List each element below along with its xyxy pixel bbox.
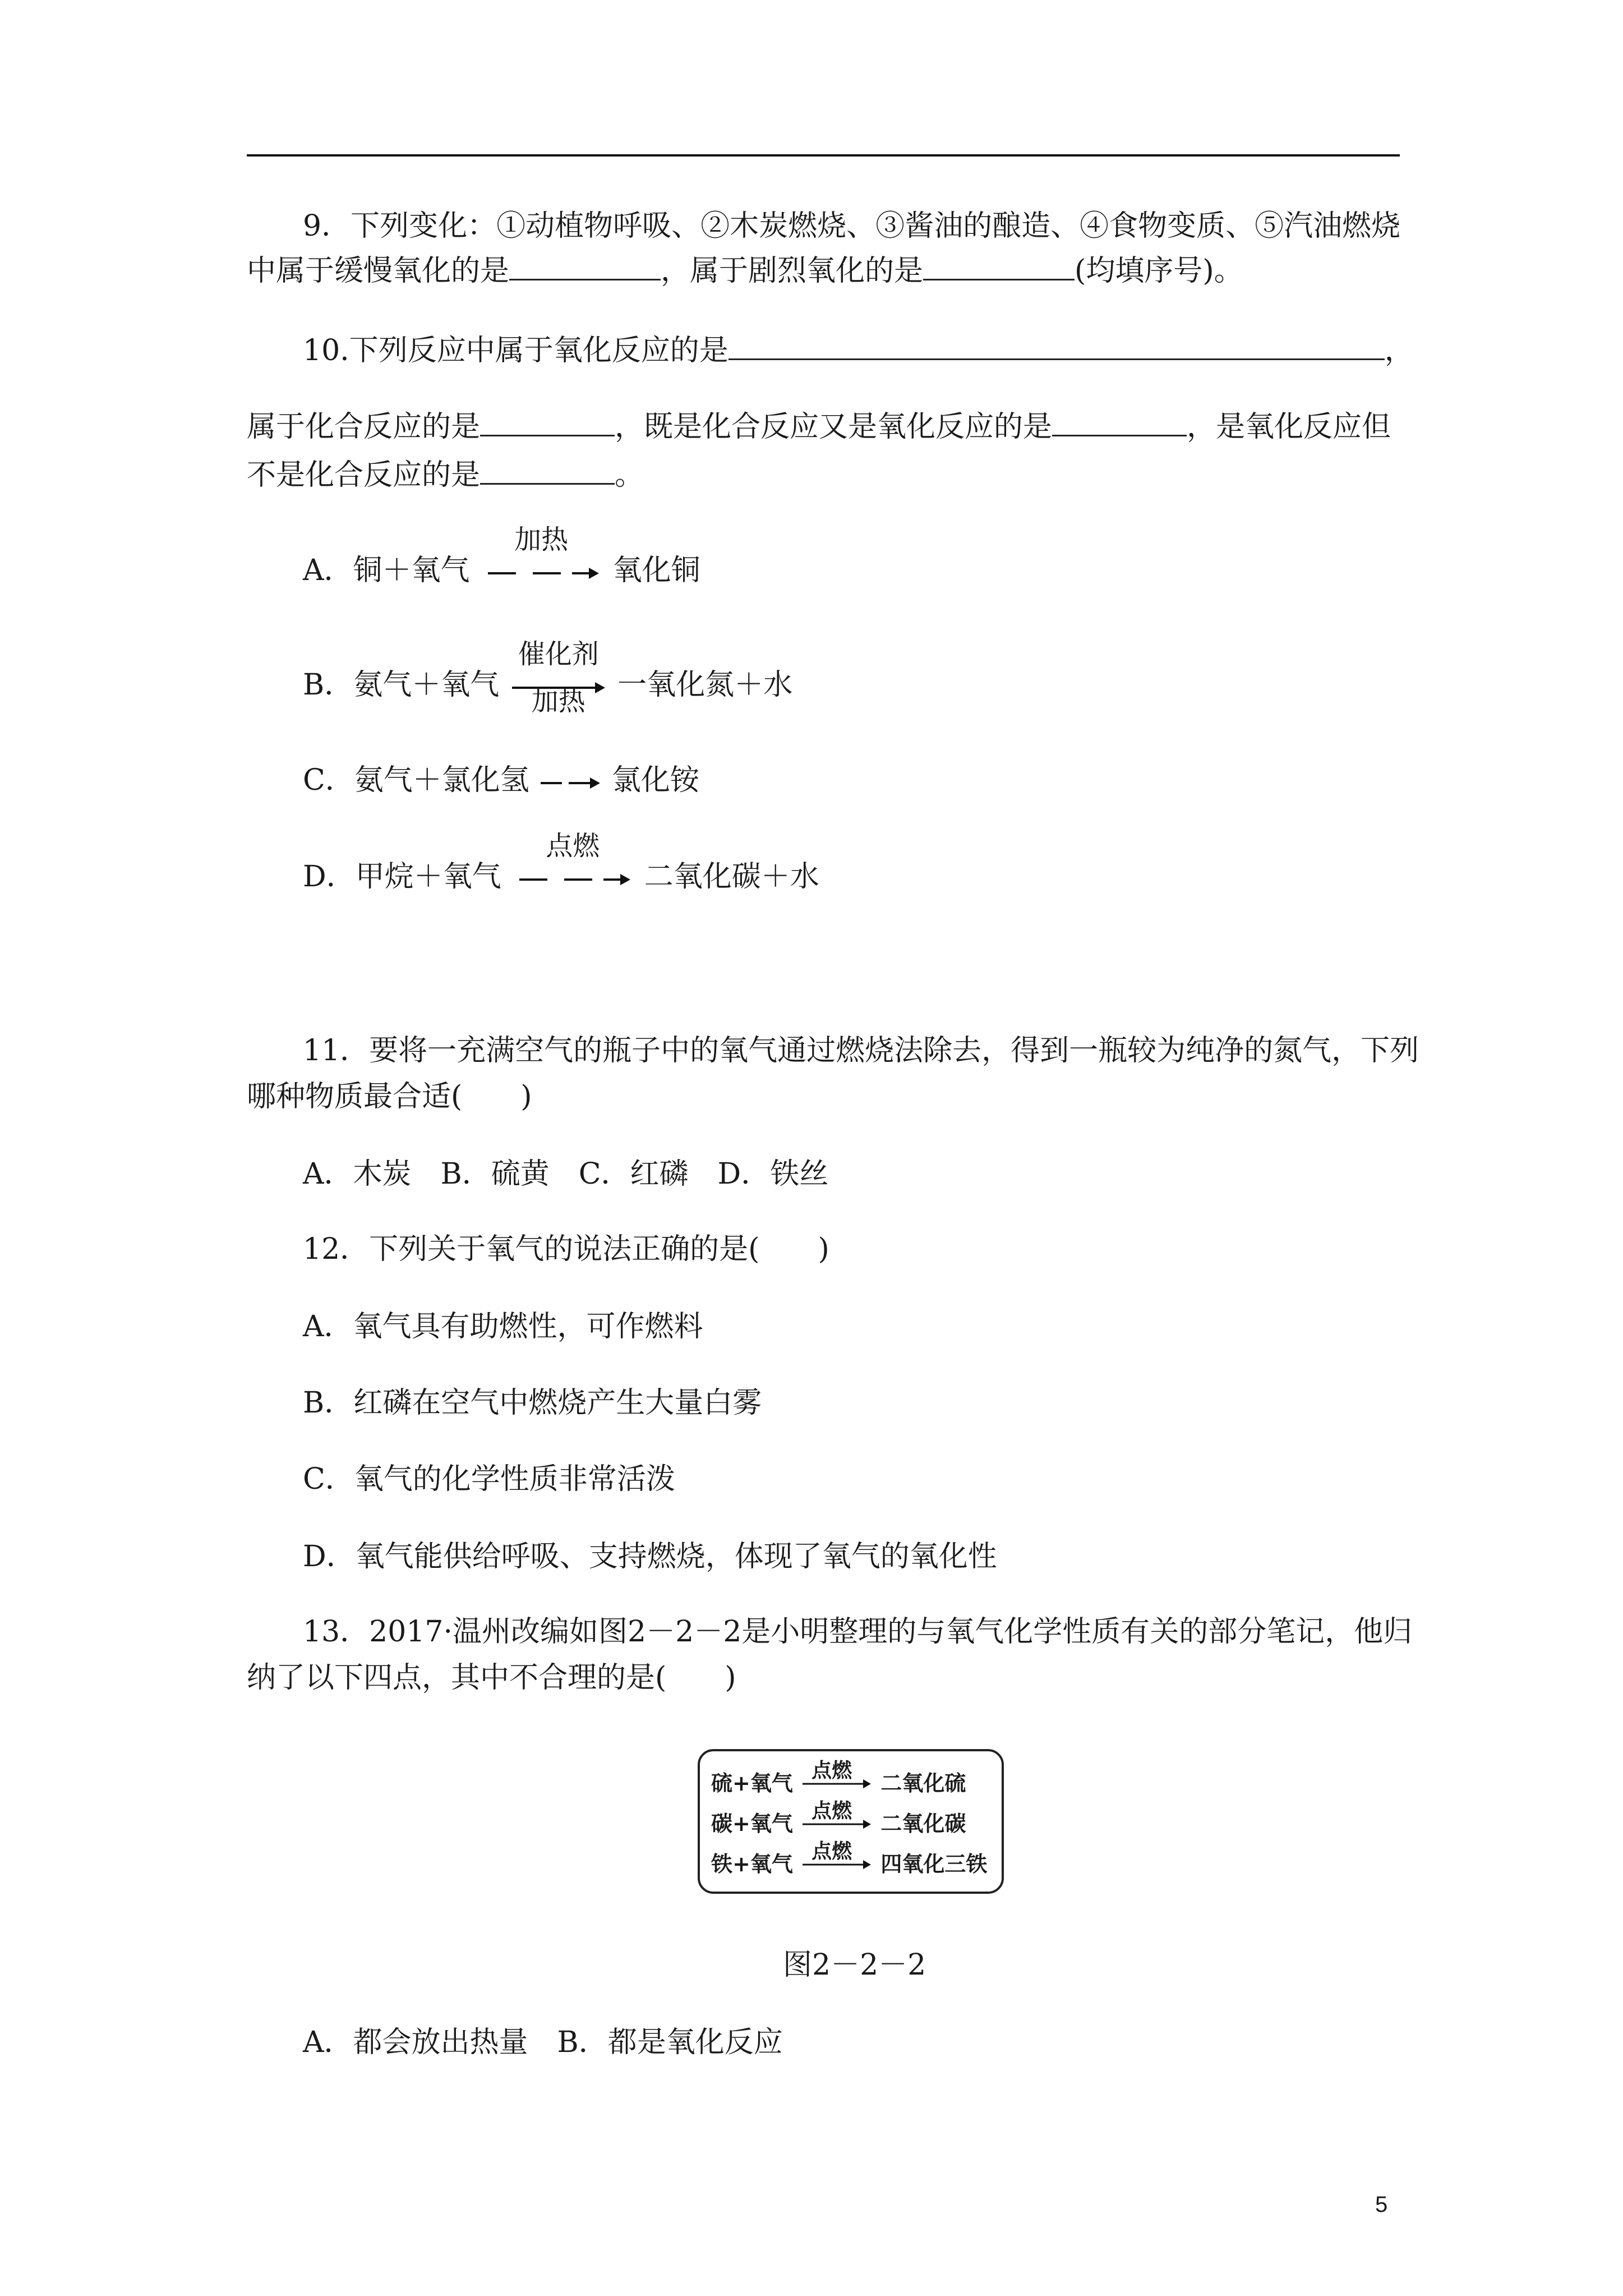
option-b-reactants: B．氨气＋氧气 [303, 668, 500, 702]
figure-row-1-reactants: 硫+氧气 [711, 1771, 793, 1796]
q9-blank-fast[interactable] [923, 252, 1075, 280]
q10-option-b [303, 638, 793, 717]
header-rule [247, 154, 1400, 157]
q11-line1: 11．要将一充满空气的瓶子中的氧气通过燃烧法除去，得到一瓶较为纯净的氮气，下列 [303, 1034, 1419, 1068]
q10-option-d [303, 830, 819, 899]
option-a-arrow [482, 523, 600, 592]
figure-row-1-arrow [800, 1759, 873, 1796]
q13-line2: 纳了以下四点，其中不合理的是( ) [247, 1661, 736, 1695]
option-b-condition-top: 催化剂 [518, 638, 599, 670]
option-c-reactants: C．氨气＋氯化氢 [303, 763, 529, 797]
q12-option-d: D．氧气能供给呼吸、支持燃烧，体现了氧气的氧化性 [303, 1540, 997, 1573]
option-c-product: 氯化铵 [611, 763, 699, 797]
option-b-condition-bottom: 加热 [531, 685, 585, 717]
option-c-arrow [540, 763, 601, 802]
q10-text-f: 不是化合反应的是 [247, 458, 481, 492]
figure-row-1-condition: 点燃 [811, 1759, 852, 1782]
q10-option-c [303, 761, 699, 802]
arrow-icon [800, 1770, 873, 1796]
q10-text-b: ， [1384, 334, 1414, 367]
figure-row-2-reactants: 碳+氧气 [711, 1811, 793, 1836]
q13-line1: 13．2017·温州改编如图2－2－2是小明整理的与氧气化学性质有关的部分笔记，他归 [303, 1615, 1413, 1649]
figure-caption: 图2－2－2 [783, 1948, 926, 1982]
option-d-condition: 点燃 [546, 830, 600, 862]
option-d-reactants: D．甲烷＋氧气 [303, 860, 501, 894]
q10-line3 [247, 455, 644, 495]
arrow-icon [800, 1811, 873, 1837]
figure-row-3-condition: 点燃 [811, 1840, 852, 1863]
q12-stem: 12．下列关于氧气的说法正确的是( ) [303, 1232, 829, 1266]
q9-text-c: (均填序号)。 [1075, 254, 1243, 288]
option-a-reactants: A．铜＋氧气 [303, 554, 470, 587]
q12-option-a: A．氧气具有助燃性，可作燃料 [303, 1310, 703, 1343]
arrow-icon [800, 1851, 873, 1877]
dashed-arrow-icon [482, 567, 600, 580]
option-a-condition: 加热 [514, 523, 569, 555]
q10-blank-oxidation-not-combination[interactable] [480, 456, 615, 485]
figure-row-2 [711, 1800, 966, 1837]
figure-row-3-product: 四氧化三铁 [880, 1852, 988, 1876]
figure-row-2-condition: 点燃 [811, 1800, 852, 1823]
figure-notes-box [698, 1749, 1004, 1894]
figure-row-2-arrow [800, 1800, 873, 1837]
option-b-product: 一氧化氮＋水 [617, 668, 793, 702]
q9-line1: 9．下列变化：①动植物呼吸、②木炭燃烧、③酱油的酿造、④食物变质、⑤汽油燃烧 [303, 209, 1401, 243]
option-d-product: 二氧化碳＋水 [644, 860, 819, 894]
q10-blank-both[interactable] [1052, 408, 1187, 436]
option-d-arrow [514, 830, 631, 899]
figure-row-1-product: 二氧化硫 [880, 1771, 966, 1796]
q10-text-d: ，既是化合反应又是氧化反应的是 [615, 410, 1053, 444]
option-a-product: 氧化铜 [612, 554, 700, 587]
q9-blank-slow[interactable] [509, 252, 661, 280]
figure-row-3-reactants: 铁+氧气 [711, 1852, 793, 1876]
figure-row-3-arrow [800, 1840, 873, 1877]
figure-row-2-product: 二氧化碳 [880, 1811, 966, 1836]
q10-blank-combination[interactable] [480, 408, 615, 436]
q10-text-c: 属于化合反应的是 [247, 410, 481, 444]
q10-blank-oxidation[interactable] [728, 332, 1385, 360]
q11-options: A．木炭 B．硫黄 C．红磷 D．铁丝 [303, 1157, 829, 1191]
q10-text-g: 。 [615, 458, 644, 492]
q10-line1 [303, 331, 1414, 370]
q11-line2: 哪种物质最合适( ) [247, 1080, 532, 1114]
q12-option-b: B．红磷在空气中燃烧产生大量白雾 [303, 1386, 762, 1420]
option-b-arrow [511, 638, 606, 717]
figure-row-1 [711, 1759, 966, 1796]
arrow-icon [540, 776, 601, 790]
dashed-arrow-icon [514, 873, 631, 886]
q13-options: A．都会放出热量 B．都是氧化反应 [303, 2026, 783, 2059]
q10-option-a [303, 523, 700, 592]
q10-text-a: 10.下列反应中属于氧化反应的是 [303, 334, 728, 367]
q9-text-b: ，属于剧烈氧化的是 [661, 254, 924, 288]
q9-text-a: 中属于缓慢氧化的是 [247, 254, 510, 288]
q10-line2 [247, 407, 1391, 447]
q12-option-c: C．氧气的化学性质非常活泼 [303, 1462, 675, 1496]
q9-line2 [247, 251, 1243, 291]
page-number: 5 [1375, 2192, 1388, 2217]
q10-text-e: ，是氧化反应但 [1187, 410, 1391, 444]
figure-row-3 [711, 1840, 988, 1877]
